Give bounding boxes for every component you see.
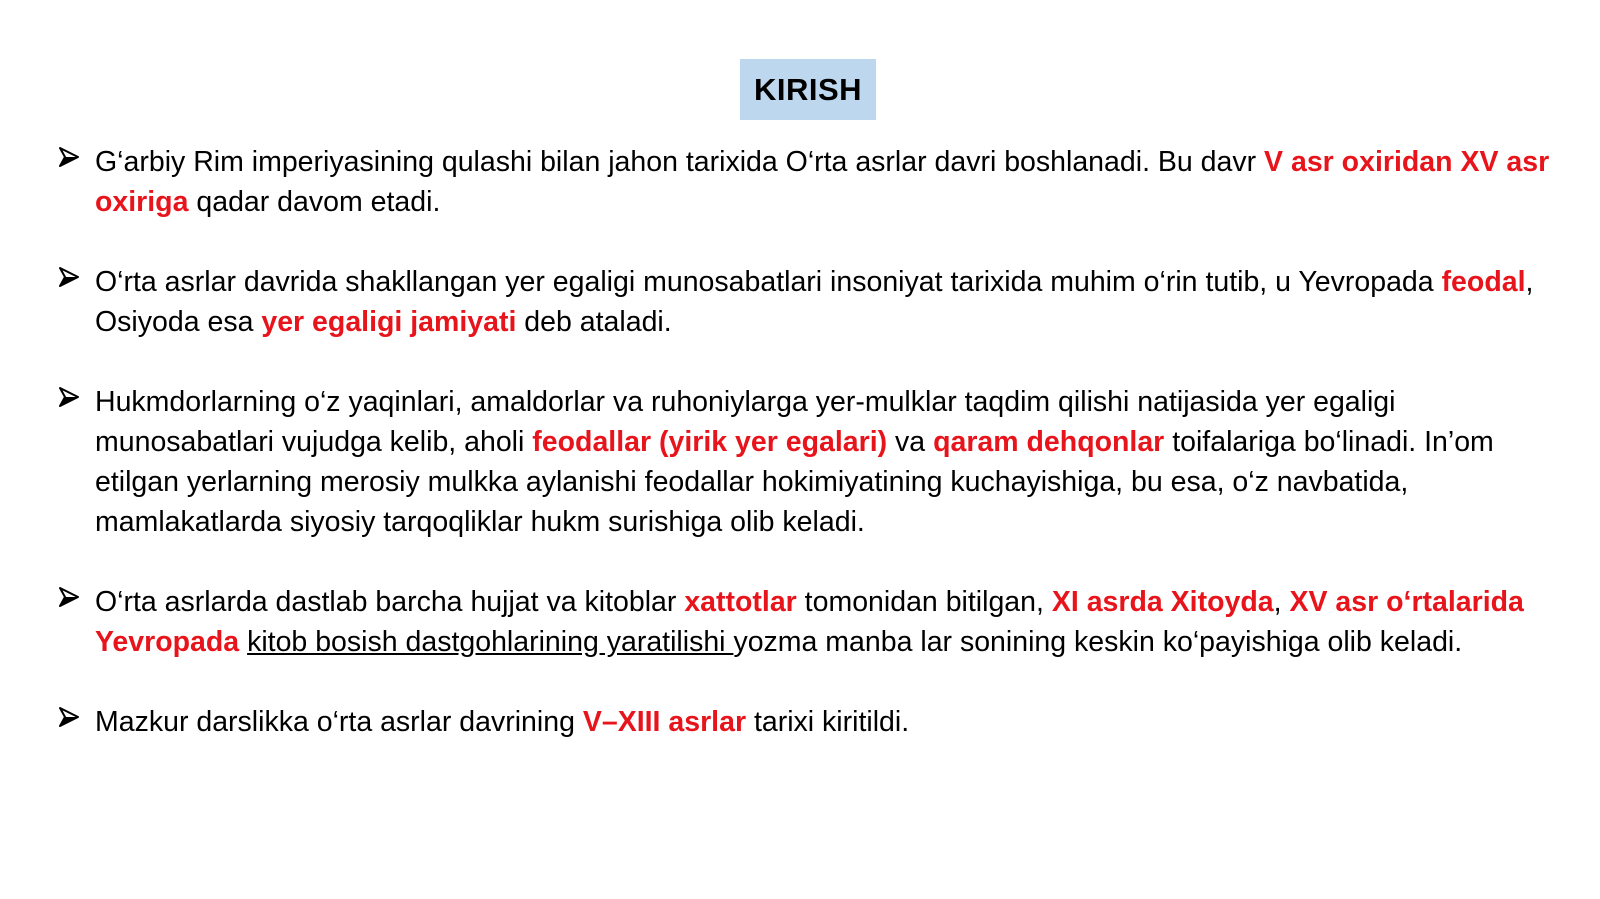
bullet-item — [58, 702, 1558, 742]
title-box — [740, 59, 876, 120]
text-segment: yozma manba lar sonining keskin ko‘payishiga olib keladi. — [733, 626, 1463, 658]
text-segment: qadar davom etadi. — [188, 186, 441, 218]
bullet-item — [58, 382, 1558, 542]
bullet-item — [58, 262, 1558, 342]
arrow-bullet-icon — [58, 702, 95, 728]
text-segment: , — [1273, 586, 1290, 618]
text-segment: , Osiyoda esa — [95, 266, 1534, 338]
text-segment: deb ataladi. — [516, 306, 672, 338]
bullet-text — [95, 382, 1558, 542]
highlighted-phrase: feodal — [1441, 266, 1526, 298]
highlighted-phrase: qaram dehqonlar — [933, 426, 1165, 458]
bullet-item — [58, 582, 1558, 662]
highlighted-phrase: V–XIII asrlar — [582, 706, 747, 738]
text-segment: O‘rta asrlar davrida shakllangan yer egaligi munosabatlari insoniyat tarixida muhim o‘rin tutib, u Yevropada — [95, 266, 1442, 298]
bullet-text — [95, 142, 1558, 222]
arrow-bullet-icon — [58, 142, 95, 168]
arrow-bullet-icon — [58, 382, 95, 408]
text-segment — [239, 626, 247, 658]
highlighted-phrase: yer egaligi jamiyati — [261, 306, 517, 338]
underlined-phrase: kitob bosish dastgohlarining yaratilishi — [247, 626, 734, 658]
text-segment: tomonidan bitilgan, — [796, 586, 1052, 618]
text-segment: tarixi kiritildi. — [746, 706, 910, 738]
text-segment: va — [887, 426, 934, 458]
highlighted-phrase: V asr oxiridan XV asr oxiriga — [95, 146, 1550, 218]
bullet-text — [95, 582, 1558, 662]
bullet-list — [58, 142, 1558, 782]
bullet-text — [95, 702, 1558, 742]
highlighted-phrase: XV asr o‘rtalarida Yevropada — [95, 586, 1524, 658]
text-segment: G‘arbiy Rim imperiyasining qulashi bilan jahon tarixida O‘rta asrlar davri boshlanadi. Bu davr — [95, 146, 1265, 178]
text-segment: Mazkur darslikka o‘rta asrlar davrining — [95, 706, 583, 738]
text-segment: toifalariga bo‘linadi. In’om etilgan yerlarning merosiy mulkka aylanishi feodallar hokimiyatining kuchayishiga, bu esa, o‘z navbatida, mamlakatlarda siyosiy tarqoqliklar hukm surishiga olib keladi. — [95, 426, 1494, 538]
text-segment: O‘rta asrlarda dastlab barcha hujjat va kitoblar — [95, 586, 685, 618]
bullet-item — [58, 142, 1558, 222]
text-segment: Hukmdorlarning o‘z yaqinlari, amaldorlar va ruhoniylarga yer-mulklar taqdim qilishi natijasida yer egaligi munosabatlari vujudga kelib, aholi — [95, 386, 1396, 458]
bullet-text — [95, 262, 1558, 342]
highlighted-phrase: XI asrda Xitoyda — [1051, 586, 1274, 618]
highlighted-phrase: feodallar (yirik yer egalari) — [532, 426, 888, 458]
arrow-bullet-icon — [58, 582, 95, 608]
arrow-bullet-icon — [58, 262, 95, 288]
page-title: KIRISH — [753, 71, 863, 107]
highlighted-phrase: xattotlar — [684, 586, 797, 618]
